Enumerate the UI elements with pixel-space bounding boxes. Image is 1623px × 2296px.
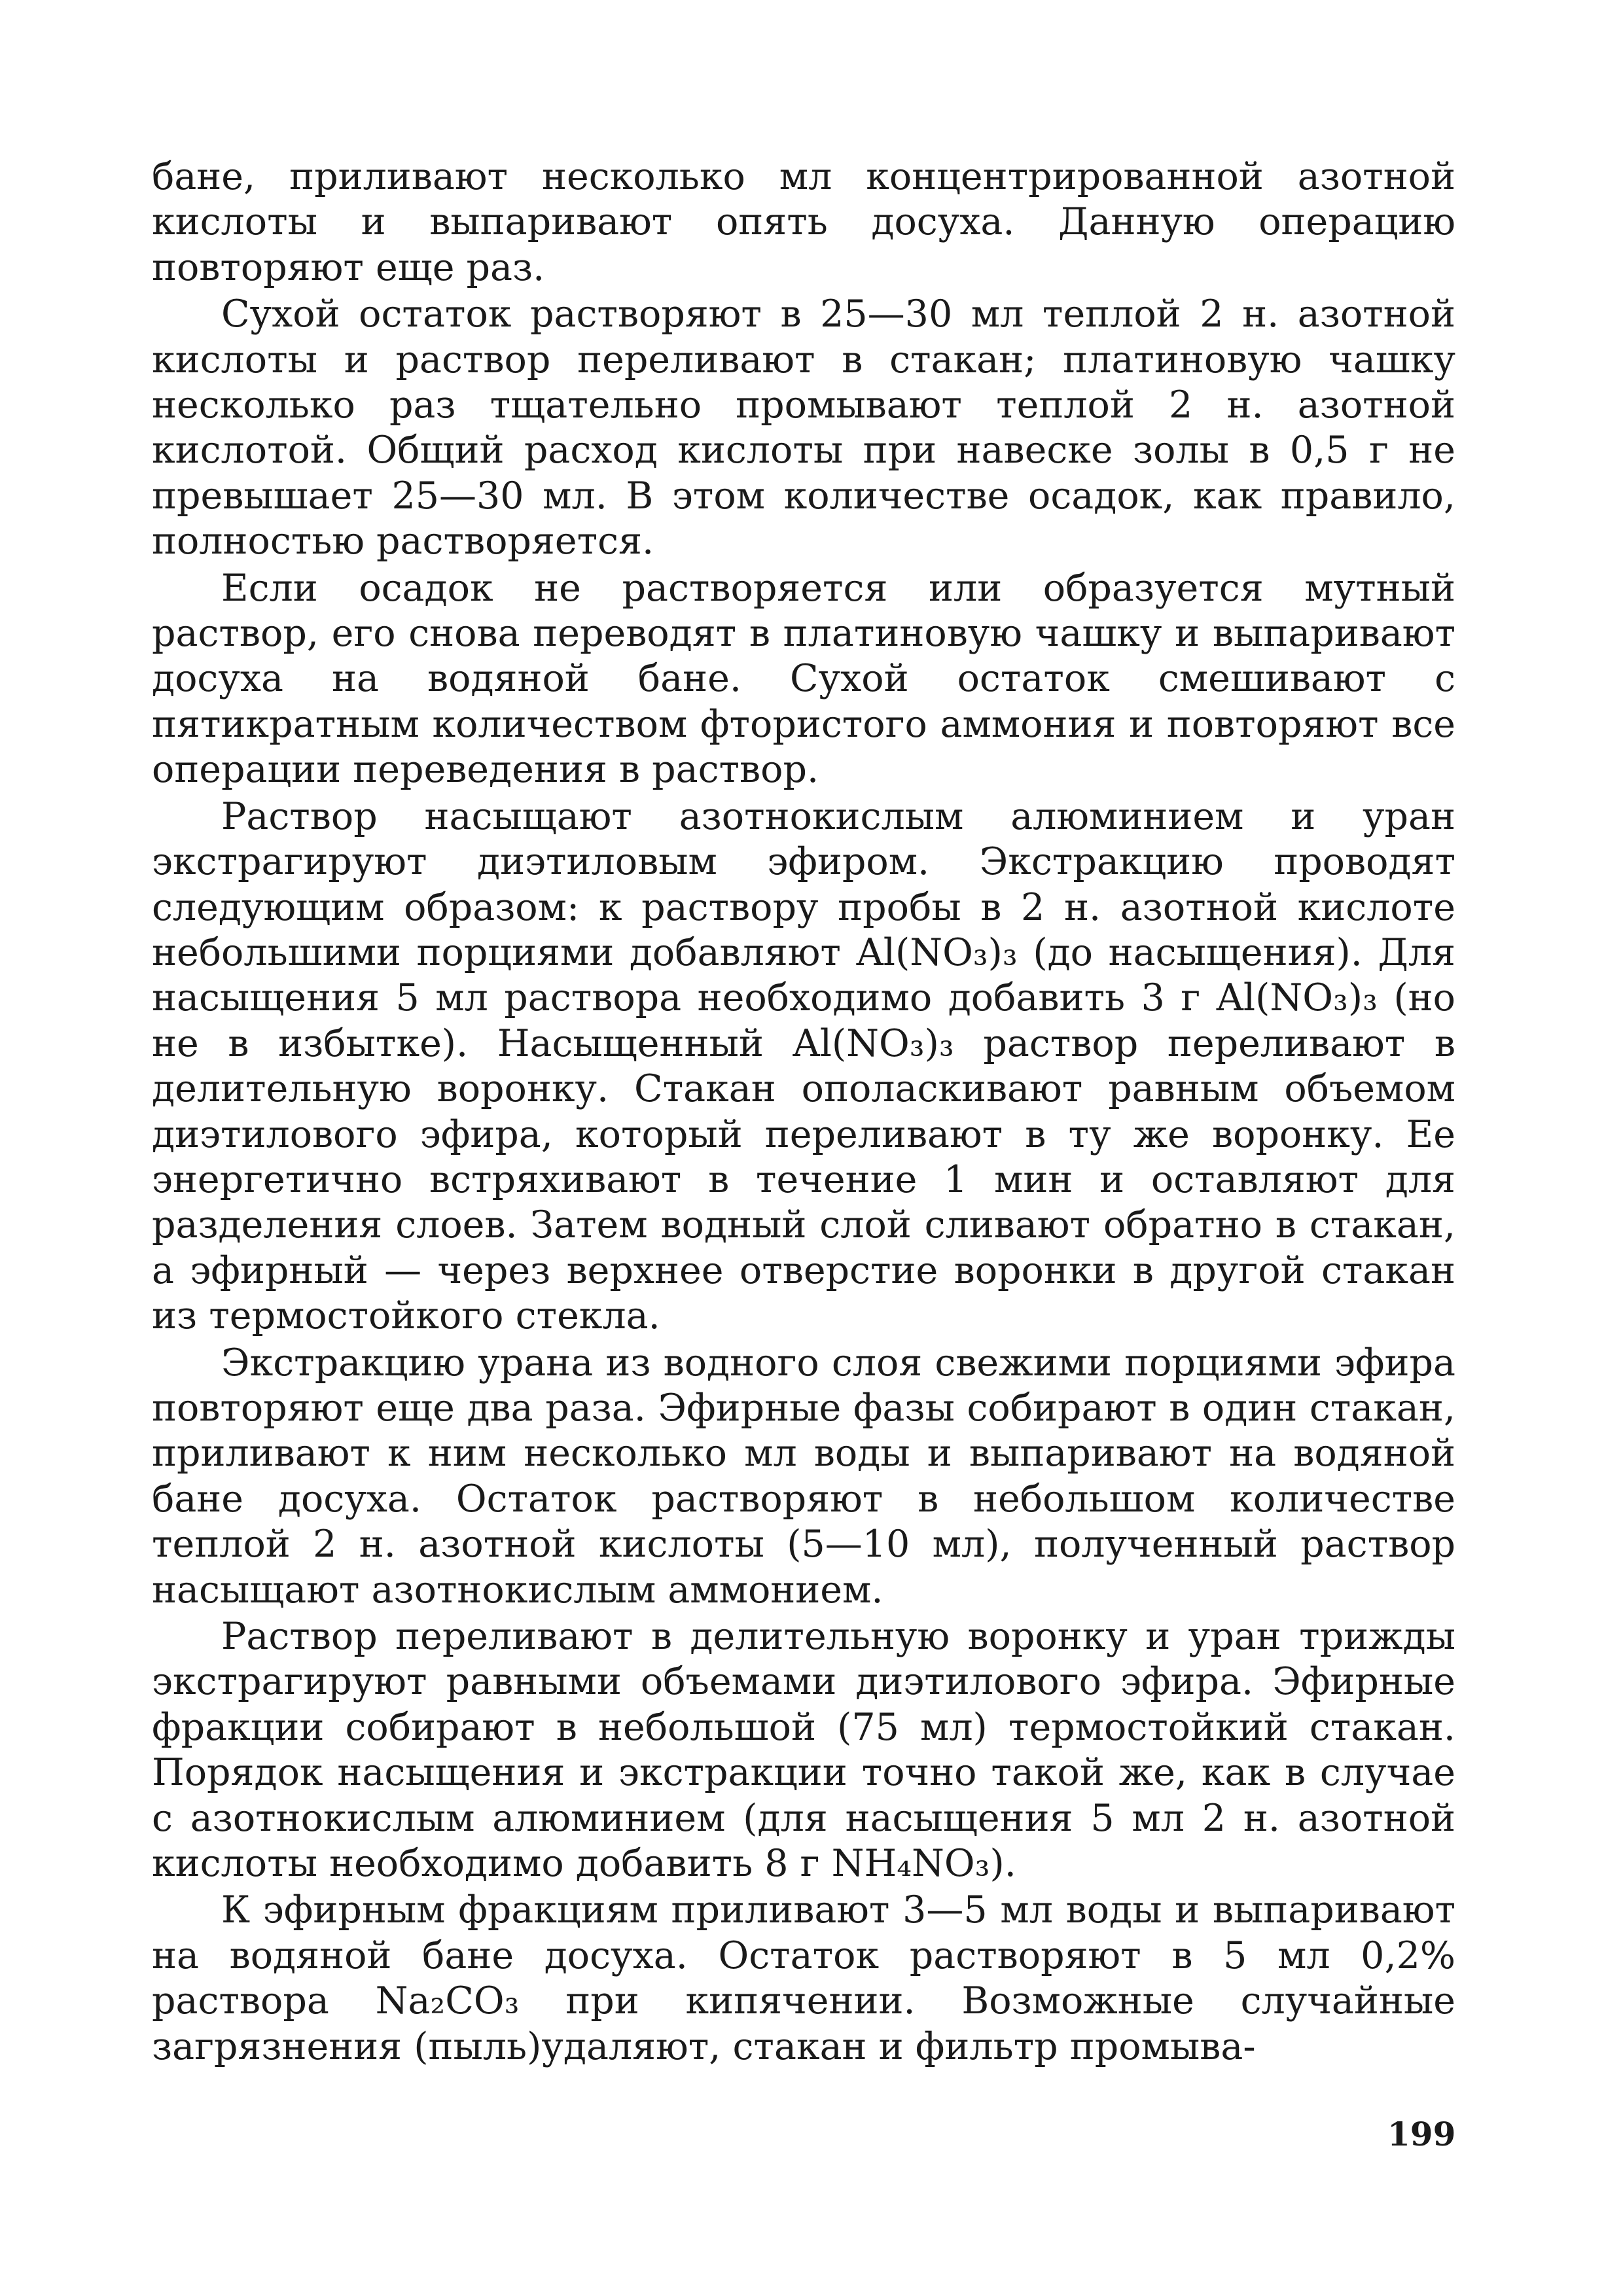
paragraph-5: Экстракцию урана из водного слоя свежими порциями эфира повторяют еще два раза. Эфирные фазы собирают в один стакан, приливают к ним несколько мл воды и выпаривают на водяной бане досуха. Остаток растворяют в небольшом количестве теплой 2 н. азотной кислоты (5—10 мл), полученный раствор насыщают азотнокислым аммонием.: [152, 1341, 1455, 1612]
body-text: [152, 154, 1455, 2071]
page-number: 199: [1387, 2115, 1456, 2153]
paragraph-1: бане, приливают несколько мл концентрированной азотной кислоты и выпаривают опять досуха. Данную операцию повторяют еще раз.: [152, 155, 1455, 289]
paragraph-2: Сухой остаток растворяют в 25—30 мл теплой 2 н. азотной кислоты и раствор переливают в стакан; платиновую чашку несколько раз тщательно промывают теплой 2 н. азотной кислотой. Общий расход кислоты при навеске золы в 0,5 г не превышает 25—30 мл. В этом количестве осадок, как правило, полностью растворяется.: [152, 292, 1455, 563]
paragraph-6: Раствор переливают в делительную воронку и уран трижды экстрагируют равными объемами диэтилового эфира. Эфирные фракции собирают в небольшой (75 мл) термостойкий стакан. Порядок насыщения и экстракции точно такой же, как в случае с азотнокислым алюминием (для насыщения 5 мл 2 н. азотной кислоты необходимо добавить 8 г NH₄NO₃).: [152, 1615, 1455, 1886]
paragraph-7: К эфирным фракциям приливают 3—5 мл воды и выпаривают на водяной бане досуха. Остаток растворяют в 5 мл 0,2% раствора Na₂CO₃ при кипячении. Возможные случайные загрязнения (пыль)удаляют, стакан и фильтр промыва-: [152, 1888, 1455, 2068]
paragraph-4: Раствор насыщают азотнокислым алюминием и уран экстрагируют диэтиловым эфиром. Экстракцию проводят следующим образом: к раствору пробы в 2 н. азотной кислоте небольшими порциями добавляют Al(NO₃)₃ (до насыщения). Для насыщения 5 мл раствора необходимо добавить 3 г Al(NO₃)₃ (но не в избытке). Насыщенный Al(NO₃)₃ раствор переливают в делительную воронку. Стакан ополаскивают равным объемом диэтилового эфира, который переливают в ту же воронку. Ее энергетично встряхивают в течение 1 мин и оставляют для разделения слоев. Затем водный слой сливают обратно в стакан, а эфирный — через верхнее отверстие воронки в другой стакан из термостойкого стекла.: [152, 794, 1455, 1338]
paragraph-3: Если осадок не растворяется или образуется мутный раствор, его снова переводят в платиновую чашку и выпаривают досуха на водяной бане. Сухой остаток смешивают с пятикратным количеством фтористого аммония и повторяют все операции переведения в раствор.: [152, 566, 1455, 792]
